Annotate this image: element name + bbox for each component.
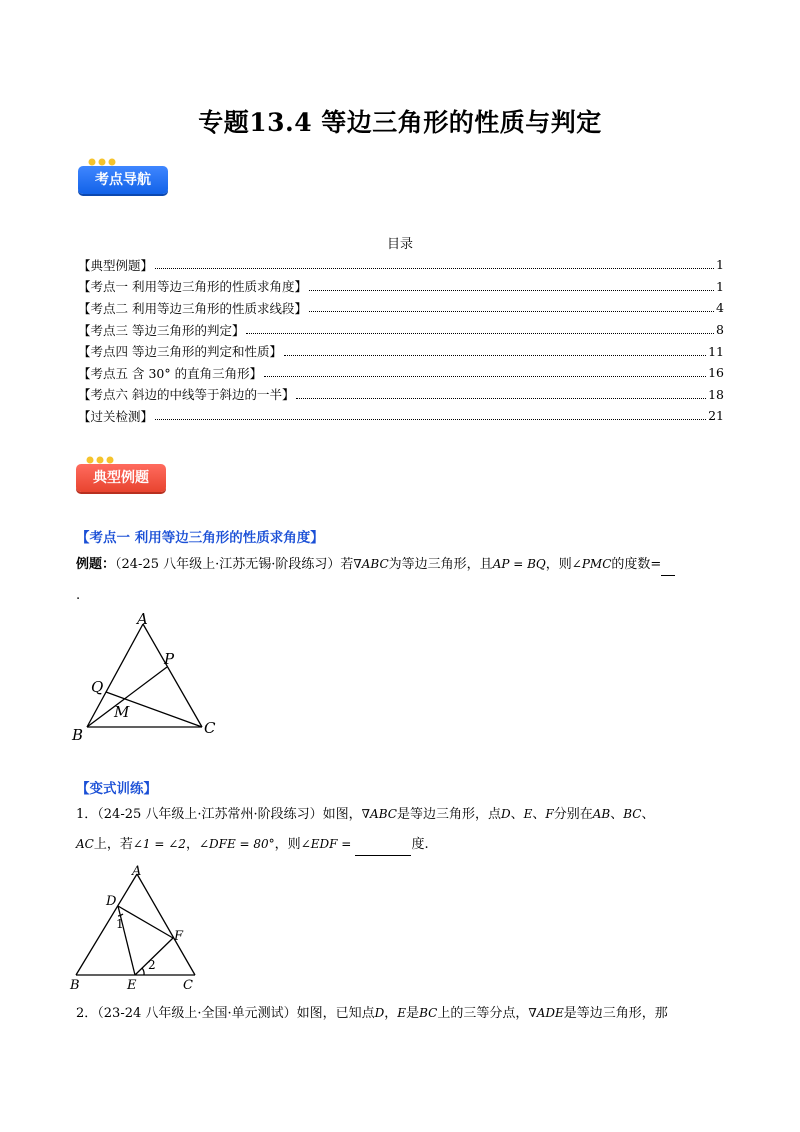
toc-title: 目录 [386,237,413,252]
example-question: 例题：（24-25 八年级上·江苏无锡·阶段练习）若∇ABC为等边三角形，且AP = BQ，则∠PMC的度数= [76,554,736,576]
figure-triangle-def [66,862,216,992]
label-b: B [70,978,80,992]
label-c: C [204,719,216,737]
label-a: A [132,864,142,879]
page-title: 专题13.4 等边三角形的性质与判定 [198,108,602,137]
toc-item[interactable]: 【典型例题】 1 [78,257,724,273]
badge-decoration-icon [86,454,118,466]
figure-triangle-abc-pq [66,610,226,745]
label-p: P [164,650,175,668]
toc-item[interactable]: 【考点三 等边三角形的判定】 8 [78,322,724,338]
badge-exam-points-nav [78,166,168,194]
label-angle-1: 1 [116,917,124,931]
answer-blank[interactable] [355,835,411,856]
label-e: E [127,978,137,992]
label-d: D [106,894,117,909]
toc-item[interactable]: 【考点六 斜边的中线等于斜边的一半】 18 [78,386,724,403]
label-a: A [137,610,148,628]
badge-label: 考点导航 [95,172,151,188]
question-1: 1．（24-25 八年级上·江苏常州·阶段练习）如图，∇ABC是等边三角形，点D、E、F分别在AB、BC、 [76,807,655,822]
section-heading-1: 【考点一 利用等边三角形的性质求角度】 [76,530,324,546]
answer-blank[interactable] [661,555,675,576]
toc-item[interactable]: 【考点四 等边三角形的判定和性质】 11 [78,343,724,360]
angle-2-arc [142,968,144,975]
segment-ac [143,624,202,727]
toc-item[interactable]: 【考点二 利用等边三角形的性质求线段】 4 [78,300,724,316]
question-2: 2．（23-24 八年级上·全国·单元测试）如图，已知点D，E是BC上的三等分点，∇ADE是等边三角形，那 [76,1006,668,1021]
segment-ac [137,874,195,975]
table-of-contents [78,254,724,427]
label-m: M [114,703,130,721]
toc-item[interactable]: 【考点一 利用等边三角形的性质求角度】 1 [78,278,724,295]
toc-item[interactable]: 【过关检测】 21 [78,408,724,424]
question-1-cont: AC上，若∠1 = ∠2，∠DFE = 80°，则∠EDF = 度. [76,834,736,856]
segment-ab [76,874,137,975]
badge-decoration-icon [88,156,120,168]
label-q: Q [91,678,104,696]
badge-label: 典型例题 [93,470,149,486]
label-angle-2: 2 [148,958,156,972]
example-end-mark: . [76,588,81,603]
label-b: B [72,726,84,744]
badge-typical-examples [76,464,166,492]
variant-training-heading: 【变式训练】 [76,781,157,797]
label-f: F [174,929,184,944]
toc-item[interactable]: 【考点五 含 30° 的直角三角形】 16 [78,365,724,381]
label-c: C [183,978,193,992]
